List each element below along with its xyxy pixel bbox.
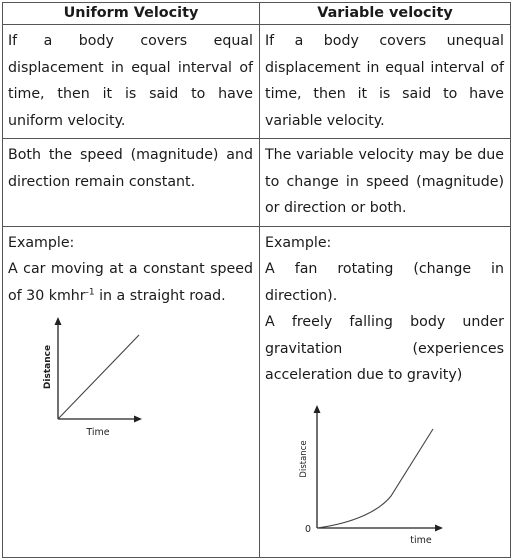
example-uniform-cell — [3, 226, 260, 557]
distance-time-curve — [317, 429, 433, 528]
definition-uniform: If a body covers equal displacement in equal interval of time, then it is said to have uniform velocity. — [3, 25, 260, 139]
header-variable-velocity: Variable velocity — [260, 3, 511, 25]
x-axis-label: time — [410, 534, 432, 546]
property-variable: The variable velocity may be due to change in speed (magnitude) or direction or both. — [260, 139, 511, 227]
distance-time-line — [58, 335, 139, 419]
header-uniform-velocity: Uniform Velocity — [3, 3, 260, 25]
header-row — [3, 3, 511, 25]
y-axis-arrow — [314, 405, 321, 413]
definition-variable: If a body covers unequal displacement in equal interval of time, then it is said to have variable velocity. — [260, 25, 511, 139]
example-text-fan: A fan rotating (change in direction). — [265, 261, 504, 304]
example-variable-cell — [260, 226, 511, 557]
variable-velocity-graph — [299, 401, 449, 551]
x-axis-arrow — [435, 524, 443, 531]
example-text-uniform: A car moving at a constant speed of 30 kmhr$^{-1}$ in a straight road. — [8, 261, 253, 304]
x-axis-arrow — [134, 416, 142, 423]
uniform-velocity-graph — [36, 315, 146, 440]
example-label-variable: Example: — [265, 234, 332, 251]
origin-label: 0 — [304, 523, 311, 535]
comparison-table — [2, 2, 511, 558]
x-axis-label: Time — [86, 427, 110, 438]
table-row — [3, 139, 511, 227]
example-row — [3, 226, 511, 557]
table-row — [3, 25, 511, 139]
y-axis-arrow — [55, 317, 62, 325]
example-text-falling-body: A freely falling body under gravitation (experiences acceleration due to gravity) — [265, 314, 504, 383]
y-axis-label: Distance — [299, 439, 309, 478]
y-axis-label: Distance — [43, 344, 53, 390]
property-uniform: Both the speed (magnitude) and direction remain constant. — [3, 139, 260, 227]
example-label-uniform: Example: — [8, 234, 75, 251]
